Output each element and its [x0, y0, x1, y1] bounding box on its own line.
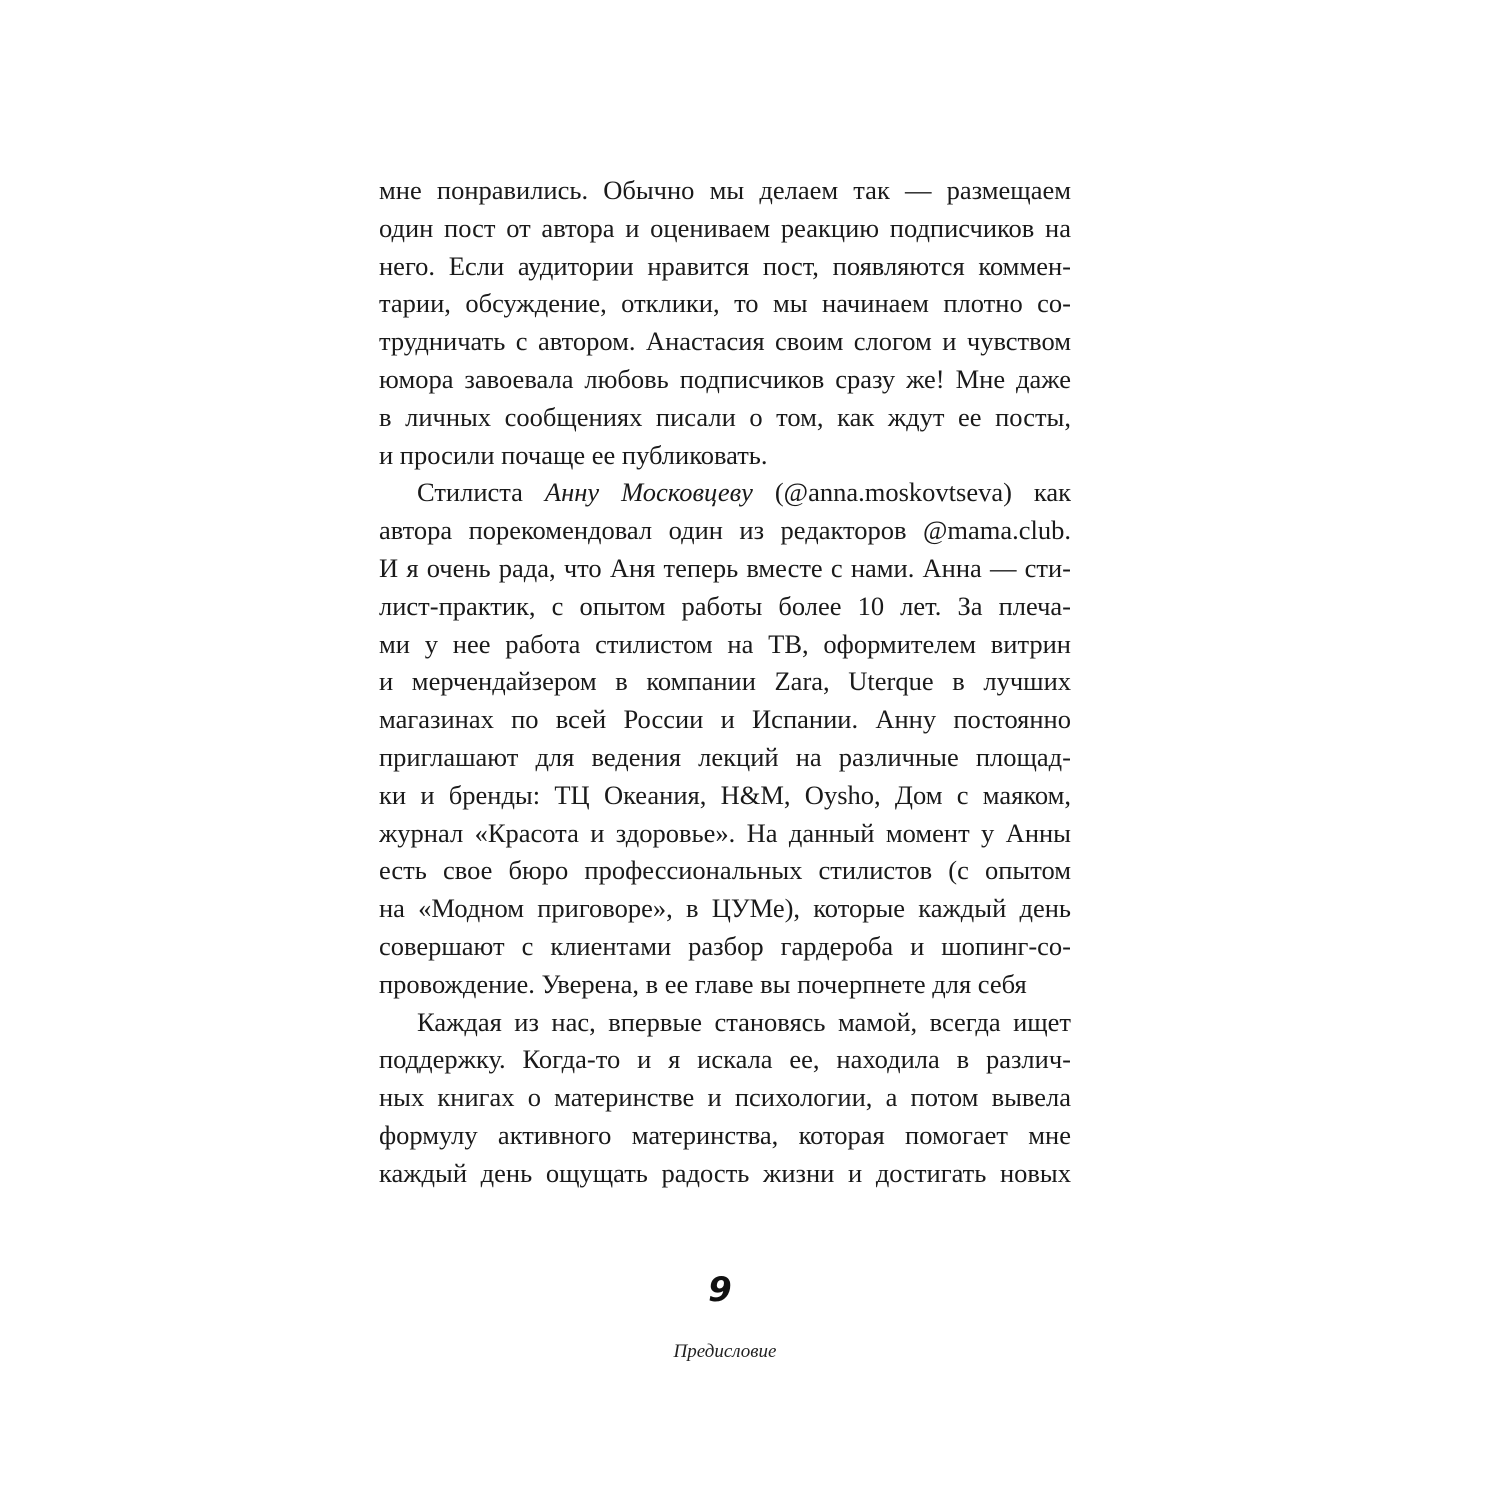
text-line: есть свое бюро профессиональных стилистов (с опытом: [379, 855, 1071, 886]
text-line: автора порекомендовал один из редакторов @mama.club.: [379, 515, 1071, 546]
text-line: журнал «Красота и здоровье». На данный момент у Анны: [379, 817, 1071, 848]
text-line: И я очень рада, что Аня теперь вместе с нами. Анна — сти-: [379, 552, 1071, 583]
text-line: ных книгах о материнстве и психологии, а потом вывела: [379, 1082, 1071, 1113]
text-line: ми у нее работа стилистом на ТВ, оформителем витрин: [379, 628, 1071, 659]
text-line: него. Если аудитории нравится пост, появляются коммен-: [379, 250, 1071, 281]
text-line-first: [379, 474, 1071, 512]
text-line: юмора завоевала любовь подписчиков сразу же! Мне даже: [379, 363, 1071, 394]
text-line: и мерчендайзером в компании Zara, Uterque в лучших: [379, 666, 1071, 697]
text-line: провождение. Уверена, в ее главе вы почерпнете для себя: [379, 968, 1027, 999]
text-line: формулу активного материнства, которая помогает мне: [379, 1119, 1071, 1150]
text-line-first: Каждая из нас, впервые становясь мамой, всегда ищет: [417, 1006, 1071, 1037]
text-line: и просили почаще ее публиковать.: [379, 439, 768, 470]
body-text: [379, 172, 1071, 1193]
text-line: мне понравились. Обычно мы делаем так — размещаем: [379, 175, 1071, 205]
text-line: магазинах по всей России и Испании. Анну постоянно: [379, 704, 1071, 735]
text-line: лист-практик, с опытом работы более 10 лет. За плеча-: [379, 590, 1071, 621]
text-line: один пост от автора и оцениваем реакцию подписчиков на: [379, 212, 1071, 243]
text-line: на «Модном приговоре», в ЦУМе), которые каждый день: [379, 893, 1071, 924]
section-title: Предисловие: [673, 1341, 777, 1362]
text-line: трудничать с автором. Анастасия своим слогом и чувством: [379, 326, 1071, 357]
text-run: Стилиста: [417, 477, 545, 508]
text-line: приглашают для ведения лекций на различные площад-: [379, 741, 1071, 772]
text-line: тарии, обсуждение, отклики, то мы начинаем плотно со-: [379, 288, 1071, 319]
text-line: ки и бренды: ТЦ Океания, H&M, Oysho, Дом с маяком,: [379, 779, 1071, 810]
text-line: в личных сообщениях писали о том, как ждут ее посты,: [379, 401, 1071, 432]
text-run: (@anna.moskovtseva) как: [752, 477, 1071, 508]
author-name-italic: Анну Московцеву: [544, 477, 753, 508]
text-line: совершают с клиентами разбор гардероба и шопинг-со-: [379, 930, 1071, 961]
text-line: поддержку. Когда-то и я искала ее, находила в различ-: [379, 1044, 1071, 1075]
page-number: 9: [708, 1270, 732, 1310]
text-line: каждый день ощущать радость жизни и достигать новых: [379, 1157, 1071, 1188]
